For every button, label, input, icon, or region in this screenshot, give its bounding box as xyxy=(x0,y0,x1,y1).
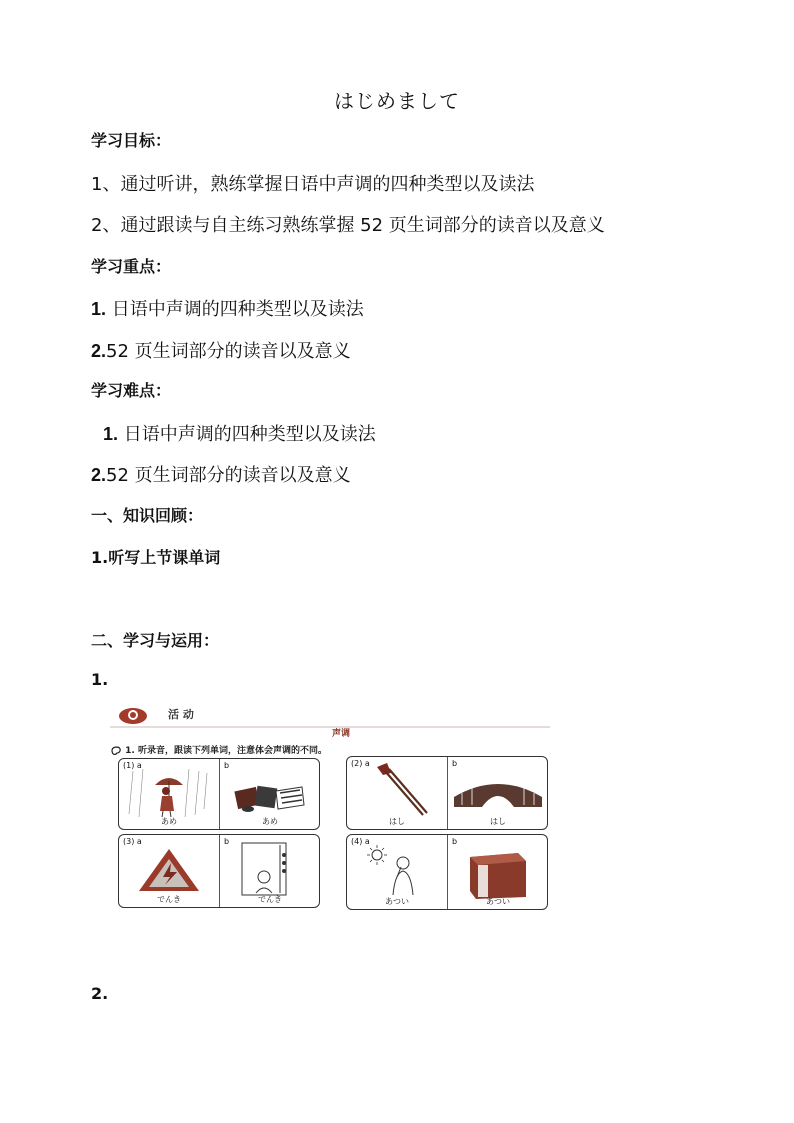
goal-item-2: 2、通过跟读与自主练习熟练掌握 52 页生词部分的读音以及意义 xyxy=(91,215,605,236)
panel-1-tag-a: a xyxy=(136,761,142,770)
key-point-2-text: 52 页生词部分的读音以及意义 xyxy=(106,341,351,362)
header-divider xyxy=(110,726,550,728)
panel-2-kana-b: はし xyxy=(490,817,506,826)
activity-figure xyxy=(110,702,560,932)
activity-instruction xyxy=(110,743,327,756)
panel-3 xyxy=(118,834,320,908)
panel-1-tag-b: b xyxy=(224,761,230,770)
panel-3-kana-a: でんき xyxy=(157,895,181,904)
difficulty-1-number: 1. xyxy=(103,424,119,444)
panel-2-tag-b: b xyxy=(452,759,458,768)
panel-3-num: (3) xyxy=(123,837,135,846)
difficulty-2-text: 52 页生词部分的读音以及意义 xyxy=(106,465,351,486)
panel-3-tag-a: a xyxy=(136,837,142,846)
ear-icon xyxy=(110,746,122,756)
panel-4-tag-b: b xyxy=(452,837,458,846)
goals-heading: 学习目标： xyxy=(91,131,172,150)
panel-2-cell-b xyxy=(447,757,548,829)
section2-heading: 二、学习与运用： xyxy=(91,631,220,650)
section2-item-2: 2. xyxy=(91,984,109,1003)
instruction-text: 1. 听录音，跟读下列单词，注意体会声调的不同。 xyxy=(125,746,327,756)
panel-2-kana-a: はし xyxy=(389,817,405,826)
key-point-2 xyxy=(91,337,351,363)
panel-2-cell-a xyxy=(347,757,447,829)
panel-1-num: (1) xyxy=(123,761,135,770)
difficulty-2-number: 2. xyxy=(91,465,107,485)
panel-4 xyxy=(346,834,548,910)
panel-4-cell-b xyxy=(447,835,548,909)
panel-1-cell-a xyxy=(119,759,219,829)
panel-1-cell-b xyxy=(219,759,320,829)
key-point-1-text: 日语中声调的四种类型以及读法 xyxy=(106,299,364,320)
panel-1-kana-b: あめ xyxy=(262,817,278,826)
key-point-1 xyxy=(91,295,364,321)
panel-3-cell-a xyxy=(119,835,219,907)
panel-3-kana-b: でんき xyxy=(258,895,282,904)
panel-3-tag-b: b xyxy=(224,837,230,846)
activity-label: 活 动 xyxy=(168,708,194,721)
key-points-heading: 学习重点： xyxy=(91,257,172,276)
page-title: はじめまして xyxy=(334,89,460,113)
difficulty-1-text: 日语中声调的四种类型以及读法 xyxy=(118,424,376,445)
activity-header xyxy=(110,702,550,728)
panel-1 xyxy=(118,758,320,830)
difficulty-2 xyxy=(91,461,351,487)
panel-4-cell-a xyxy=(347,835,447,909)
panel-3-cell-b xyxy=(219,835,320,907)
goal-item-1: 1、通过听讲，熟练掌握日语中声调的四种类型以及读法 xyxy=(91,174,535,195)
panel-4-kana-b: あつい xyxy=(486,897,510,906)
section2-item-1: 1. xyxy=(91,670,109,689)
section1-item: 1.听写上节课单词 xyxy=(91,548,221,567)
difficulties-heading: 学习难点： xyxy=(91,381,172,400)
activity-logo-icon xyxy=(118,706,148,724)
panel-2-tag-a: a xyxy=(364,759,370,768)
activity-section-title: 声调 xyxy=(332,729,351,739)
section1-heading: 一、知识回顾： xyxy=(91,506,204,525)
panel-1-kana-a: あめ xyxy=(161,817,177,826)
panel-4-num: (4) xyxy=(351,837,363,846)
key-point-2-number: 2. xyxy=(91,341,107,361)
panel-2-num: (2) xyxy=(351,759,363,768)
key-point-1-number: 1. xyxy=(91,299,107,319)
panel-4-tag-a: a xyxy=(364,837,370,846)
difficulty-1 xyxy=(103,420,376,446)
panel-2 xyxy=(346,756,548,830)
panel-4-kana-a: あつい xyxy=(385,897,409,906)
